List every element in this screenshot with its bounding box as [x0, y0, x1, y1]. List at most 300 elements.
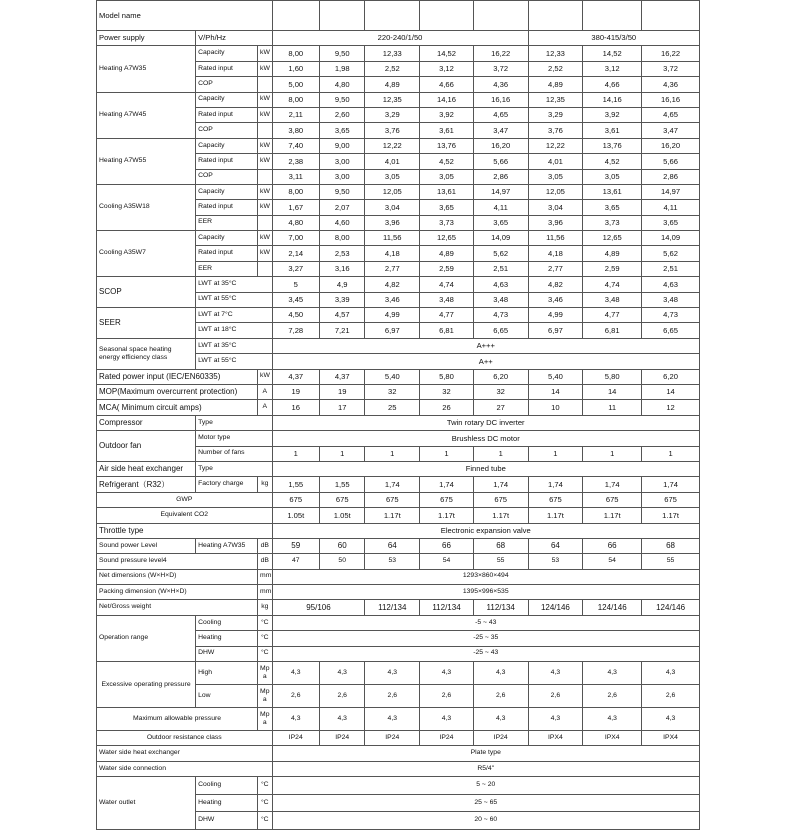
value-cell: 1,74	[420, 477, 474, 492]
value-cell: 4,57	[320, 308, 365, 323]
value-cell: 2,77	[528, 261, 583, 276]
span-value: -5 ~ 43	[272, 615, 699, 630]
span-value: Electronic expansion valve	[272, 523, 699, 538]
value-cell: 4,99	[528, 308, 583, 323]
value-cell: 6,65	[642, 323, 700, 338]
value-cell: 4,11	[473, 200, 528, 215]
value-cell: 68	[473, 538, 528, 553]
row-label: Refrigerant（R32）	[97, 477, 196, 492]
value-cell: 4,65	[473, 107, 528, 122]
span-value: 5 ~ 20	[272, 777, 699, 795]
value-cell: 2,59	[420, 261, 474, 276]
value-cell: 3,76	[528, 123, 583, 138]
sub-label: Rated input	[196, 107, 258, 122]
value-cell: 16,22	[473, 46, 528, 61]
row-label: GWP	[97, 492, 273, 507]
value-cell: 4,77	[420, 308, 474, 323]
sub-label: Heating A7W35	[196, 538, 258, 553]
sub-label: COP	[196, 123, 258, 138]
value-cell: 4,80	[272, 215, 319, 230]
value-cell: 3,29	[528, 107, 583, 122]
value-cell: 10	[528, 400, 583, 415]
value-cell: 1,74	[365, 477, 420, 492]
value-cell: 4,01	[528, 154, 583, 169]
span-value: Plate type	[272, 746, 699, 761]
spec-row	[97, 92, 700, 107]
sub-label: High	[196, 662, 258, 685]
value-cell: 4,89	[528, 77, 583, 92]
value-cell: 68	[642, 538, 700, 553]
sub-label: COP	[196, 169, 258, 184]
value-cell: 6,65	[473, 323, 528, 338]
value-cell: 2,6	[642, 685, 700, 708]
value-cell: 5,80	[583, 369, 642, 384]
spec-body	[97, 46, 700, 829]
group-label: Outdoor fan	[97, 431, 196, 462]
value-cell: 12,35	[365, 92, 420, 107]
spec-row	[97, 538, 700, 553]
sub-label: Cooling	[196, 615, 258, 630]
value-cell: 2,51	[642, 261, 700, 276]
value-cell: 12	[642, 400, 700, 415]
span-value: 20 ~ 60	[272, 812, 699, 830]
sub-label: LWT at 55°C	[196, 292, 272, 307]
value-cell: 1.17t	[473, 508, 528, 523]
value-cell: 4,3	[365, 662, 420, 685]
unit-cell	[258, 77, 272, 92]
value-cell: 14,97	[642, 184, 700, 199]
sub-label: DHW	[196, 646, 258, 661]
unit-cell: °C	[258, 646, 272, 661]
value-cell: 14,09	[642, 231, 700, 246]
span-value: Finned tube	[272, 461, 699, 476]
span-value: -25 ~ 35	[272, 631, 699, 646]
value-cell: 4,3	[642, 662, 700, 685]
sub-label: Low	[196, 685, 258, 708]
value-cell: 124/146	[528, 600, 583, 615]
unit-cell: °C	[258, 631, 272, 646]
value-cell: 16,16	[642, 92, 700, 107]
unit-cell: kW	[258, 246, 272, 261]
power-supply-label: Power supply	[97, 31, 196, 46]
value-cell: 3,46	[365, 292, 420, 307]
value-cell: 675	[272, 492, 319, 507]
spec-row	[97, 508, 700, 523]
value-cell: 3,47	[473, 123, 528, 138]
value-cell: 16,22	[642, 46, 700, 61]
group-label: Seasonal space heating energy efficiency class	[97, 338, 196, 369]
span-value: Twin rotary DC inverter	[272, 415, 699, 430]
value-cell: 675	[583, 492, 642, 507]
span-value: R5/4"	[272, 761, 699, 776]
value-cell: 4,82	[365, 277, 420, 292]
value-cell: 3,48	[473, 292, 528, 307]
vph-label: V/Ph/Hz	[196, 31, 272, 46]
value-cell: 4,37	[272, 369, 319, 384]
group-label: Cooling A35W18	[97, 184, 196, 230]
value-cell: 2,86	[473, 169, 528, 184]
value-cell: 2,38	[272, 154, 319, 169]
value-cell: 675	[473, 492, 528, 507]
value-cell: 66	[420, 538, 474, 553]
spec-row	[97, 138, 700, 153]
value-cell: 124/146	[642, 600, 700, 615]
unit-cell: dB	[258, 538, 272, 553]
value-cell: 2,07	[320, 200, 365, 215]
value-cell: 55	[642, 554, 700, 569]
unit-cell: Mp a	[258, 708, 272, 731]
value-cell: 5,66	[642, 154, 700, 169]
value-cell: 3,92	[420, 107, 474, 122]
value-cell: 2,60	[320, 107, 365, 122]
value-cell: 95/106	[272, 600, 365, 615]
spec-row	[97, 523, 700, 538]
unit-cell: Mp a	[258, 685, 272, 708]
value-cell: 53	[365, 554, 420, 569]
unit-cell: kW	[258, 231, 272, 246]
value-cell: 3,65	[583, 200, 642, 215]
value-cell: 14,52	[420, 46, 474, 61]
value-cell: 3,05	[583, 169, 642, 184]
value-cell: 3,16	[320, 261, 365, 276]
unit-cell: kg	[258, 600, 272, 615]
value-cell: 3,46	[528, 292, 583, 307]
value-cell: 12,65	[583, 231, 642, 246]
value-cell: 3,05	[365, 169, 420, 184]
span-value: A++	[272, 354, 699, 369]
value-cell: 13,61	[583, 184, 642, 199]
value-cell: 3,00	[320, 169, 365, 184]
unit-cell: kg	[258, 477, 272, 492]
value-cell: 4,3	[320, 662, 365, 685]
row-label: MCA( Minimum circuit amps)	[97, 400, 258, 415]
value-cell: 3,47	[642, 123, 700, 138]
value-cell: 4,18	[365, 246, 420, 261]
unit-cell: °C	[258, 615, 272, 630]
value-cell: 1,98	[320, 61, 365, 76]
value-cell: 3,11	[272, 169, 319, 184]
value-cell: 9,50	[320, 184, 365, 199]
value-cell: 3,65	[473, 215, 528, 230]
value-cell: 675	[320, 492, 365, 507]
value-cell: 12,05	[528, 184, 583, 199]
value-cell: 4,89	[365, 77, 420, 92]
value-cell: 2,6	[528, 685, 583, 708]
span-value: -25 ~ 43	[272, 646, 699, 661]
value-cell: IP24	[320, 731, 365, 746]
value-cell: 6,97	[365, 323, 420, 338]
value-cell: 5,40	[528, 369, 583, 384]
value-cell: 5,00	[272, 77, 319, 92]
value-cell: 4,82	[528, 277, 583, 292]
row-label: Throttle type	[97, 523, 273, 538]
value-cell: 11,56	[365, 231, 420, 246]
value-cell: 124/146	[583, 600, 642, 615]
row-label: Sound pressure level4	[97, 554, 258, 569]
spec-row	[97, 184, 700, 199]
value-cell: 1,55	[320, 477, 365, 492]
value-cell: 2,59	[583, 261, 642, 276]
value-cell: 8,00	[272, 46, 319, 61]
value-cell: 27	[473, 400, 528, 415]
value-cell: 1,74	[642, 477, 700, 492]
row-label: Maximum allowable pressure	[97, 708, 258, 731]
value-cell: 12,65	[420, 231, 474, 246]
group-label: Heating A7W45	[97, 92, 196, 138]
sub-label: Type	[196, 415, 272, 430]
spec-row	[97, 415, 700, 430]
value-cell: 3,12	[583, 61, 642, 76]
value-cell: 12,33	[365, 46, 420, 61]
unit-cell: kW	[258, 369, 272, 384]
value-cell: 25	[365, 400, 420, 415]
value-cell: 8,00	[272, 92, 319, 107]
value-cell: 5,40	[365, 369, 420, 384]
value-cell: 3,80	[272, 123, 319, 138]
value-cell: 2,51	[473, 261, 528, 276]
value-cell: 4,89	[583, 246, 642, 261]
value-cell: 1	[365, 446, 420, 461]
value-cell: 4,50	[272, 308, 319, 323]
unit-cell: dB	[258, 554, 272, 569]
value-cell: 1.17t	[365, 508, 420, 523]
value-cell: 3,65	[642, 215, 700, 230]
value-cell: IPX4	[528, 731, 583, 746]
value-cell: 4,3	[642, 708, 700, 731]
spec-row	[97, 431, 700, 446]
value-cell: 7,21	[320, 323, 365, 338]
sub-label: Type	[196, 461, 272, 476]
value-cell: 6,97	[528, 323, 583, 338]
value-cell: 4,3	[528, 708, 583, 731]
value-cell: 4,63	[473, 277, 528, 292]
spec-row	[97, 400, 700, 415]
value-cell: 7,28	[272, 323, 319, 338]
value-cell: 4,73	[642, 308, 700, 323]
value-cell: 4,80	[320, 77, 365, 92]
value-cell: 112/134	[365, 600, 420, 615]
value-cell: 3,72	[642, 61, 700, 76]
value-cell: 4,74	[420, 277, 474, 292]
unit-cell: A	[258, 400, 272, 415]
value-cell: 4,77	[583, 308, 642, 323]
value-cell: 5,66	[473, 154, 528, 169]
value-cell: 3,05	[528, 169, 583, 184]
value-cell: 1.17t	[528, 508, 583, 523]
value-cell: 4,99	[365, 308, 420, 323]
sub-label: LWT at 35°C	[196, 338, 272, 353]
value-cell: 1	[473, 446, 528, 461]
group-label: SCOP	[97, 277, 196, 308]
model-row	[97, 1, 700, 31]
span-value: 1293×860×494	[272, 569, 699, 584]
value-cell: 55	[473, 554, 528, 569]
value-cell: 16,20	[473, 138, 528, 153]
sub-label: Capacity	[196, 138, 258, 153]
sub-label: Heating	[196, 631, 258, 646]
value-cell: 3,76	[365, 123, 420, 138]
value-cell: 7,40	[272, 138, 319, 153]
value-cell: 6,20	[473, 369, 528, 384]
value-cell: 14,09	[473, 231, 528, 246]
value-cell: 675	[365, 492, 420, 507]
row-label: Compressor	[97, 415, 196, 430]
value-cell: 3,04	[528, 200, 583, 215]
value-cell: 60	[320, 538, 365, 553]
row-label: Water side connection	[97, 761, 273, 776]
value-cell: 54	[583, 554, 642, 569]
spec-table	[96, 0, 700, 830]
group-label: Heating A7W35	[97, 46, 196, 92]
sub-label: Cooling	[196, 777, 258, 795]
value-cell: 4,3	[528, 662, 583, 685]
group-label: Cooling A35W7	[97, 231, 196, 277]
value-cell: 112/134	[420, 600, 474, 615]
spec-row	[97, 569, 700, 584]
value-cell: 2,53	[320, 246, 365, 261]
value-cell: IP24	[272, 731, 319, 746]
value-cell: 4,66	[583, 77, 642, 92]
row-label: Equivalent CO2	[97, 508, 273, 523]
sub-label: LWT at 55°C	[196, 354, 272, 369]
value-cell: 4,9	[320, 277, 365, 292]
spec-row	[97, 585, 700, 600]
value-cell: 4,36	[642, 77, 700, 92]
value-cell: 4,3	[473, 708, 528, 731]
value-cell: 2,6	[272, 685, 319, 708]
value-cell: 4,3	[473, 662, 528, 685]
value-cell: 16,16	[473, 92, 528, 107]
unit-cell: kW	[258, 200, 272, 215]
value-cell: 1,60	[272, 61, 319, 76]
spec-row	[97, 384, 700, 399]
value-cell: 5,62	[642, 246, 700, 261]
value-cell: 14,52	[583, 46, 642, 61]
value-cell: 2,6	[583, 685, 642, 708]
value-cell: 3,27	[272, 261, 319, 276]
unit-cell	[258, 169, 272, 184]
value-cell: 1,67	[272, 200, 319, 215]
value-cell: 12,05	[365, 184, 420, 199]
value-cell: 14	[642, 384, 700, 399]
sub-label: Rated input	[196, 200, 258, 215]
value-cell: 32	[420, 384, 474, 399]
value-cell: 2,52	[528, 61, 583, 76]
value-cell: 3,96	[528, 215, 583, 230]
value-cell: 112/134	[473, 600, 528, 615]
group-label: Heating A7W55	[97, 138, 196, 184]
value-cell: 14,16	[420, 92, 474, 107]
power-1ph: 220-240/1/50	[272, 31, 528, 46]
value-cell: 53	[528, 554, 583, 569]
spec-row	[97, 369, 700, 384]
value-cell: 2,6	[320, 685, 365, 708]
value-cell: 64	[365, 538, 420, 553]
spec-row	[97, 461, 700, 476]
value-cell: 14,16	[583, 92, 642, 107]
value-cell: 1.05t	[272, 508, 319, 523]
sub-label: Rated input	[196, 154, 258, 169]
value-cell: 4,01	[365, 154, 420, 169]
value-cell: 8,00	[320, 231, 365, 246]
value-cell: 675	[528, 492, 583, 507]
row-label: Net/Gross weight	[97, 600, 258, 615]
power-3ph: 380-415/3/50	[528, 31, 699, 46]
sub-label: Capacity	[196, 184, 258, 199]
value-cell: 64	[528, 538, 583, 553]
value-cell: 2,6	[473, 685, 528, 708]
value-cell: 17	[320, 400, 365, 415]
spec-row	[97, 231, 700, 246]
unit-cell: kW	[258, 61, 272, 76]
value-cell: 1,74	[528, 477, 583, 492]
spec-row	[97, 662, 700, 685]
value-cell: 1	[583, 446, 642, 461]
value-cell: 66	[583, 538, 642, 553]
value-cell: 13,76	[420, 138, 474, 153]
unit-cell: mm	[258, 585, 272, 600]
value-cell: 19	[272, 384, 319, 399]
value-cell: 9,00	[320, 138, 365, 153]
value-cell: 2,11	[272, 107, 319, 122]
value-cell: 4,52	[583, 154, 642, 169]
value-cell: 2,86	[642, 169, 700, 184]
value-cell: 1,74	[583, 477, 642, 492]
value-cell: 4,89	[420, 246, 474, 261]
value-cell: 13,76	[583, 138, 642, 153]
value-cell: 3,29	[365, 107, 420, 122]
spec-row	[97, 746, 700, 761]
row-label: Water side heat exchanger	[97, 746, 273, 761]
unit-cell: kW	[258, 138, 272, 153]
sub-label: EER	[196, 261, 258, 276]
sub-label: DHW	[196, 812, 258, 830]
value-cell: 1.17t	[420, 508, 474, 523]
value-cell: 4,11	[642, 200, 700, 215]
value-cell: 13,61	[420, 184, 474, 199]
value-cell: 3,48	[642, 292, 700, 307]
value-cell: 3,04	[365, 200, 420, 215]
unit-cell: kW	[258, 92, 272, 107]
value-cell: 5,80	[420, 369, 474, 384]
spec-row	[97, 554, 700, 569]
value-cell: 16,20	[642, 138, 700, 153]
spec-row	[97, 600, 700, 615]
spec-row	[97, 308, 700, 323]
group-label: Water outlet	[97, 777, 196, 830]
spec-row	[97, 708, 700, 731]
spec-row	[97, 277, 700, 292]
value-cell: 4,73	[473, 308, 528, 323]
value-cell: 4,74	[583, 277, 642, 292]
unit-cell: kW	[258, 46, 272, 61]
spec-row	[97, 615, 700, 630]
value-cell: 12,35	[528, 92, 583, 107]
value-cell: 2,77	[365, 261, 420, 276]
sub-label: Number of fans	[196, 446, 272, 461]
row-label: Net dimensions (W×H×D)	[97, 569, 258, 584]
value-cell: 4,3	[420, 662, 474, 685]
value-cell: 4,3	[420, 708, 474, 731]
sub-label: Rated input	[196, 61, 258, 76]
value-cell: 14	[528, 384, 583, 399]
value-cell: 4,66	[420, 77, 474, 92]
value-cell: 3,65	[320, 123, 365, 138]
spec-row	[97, 477, 700, 492]
value-cell: 2,6	[420, 685, 474, 708]
value-cell: 4,60	[320, 215, 365, 230]
value-cell: 12,33	[528, 46, 583, 61]
